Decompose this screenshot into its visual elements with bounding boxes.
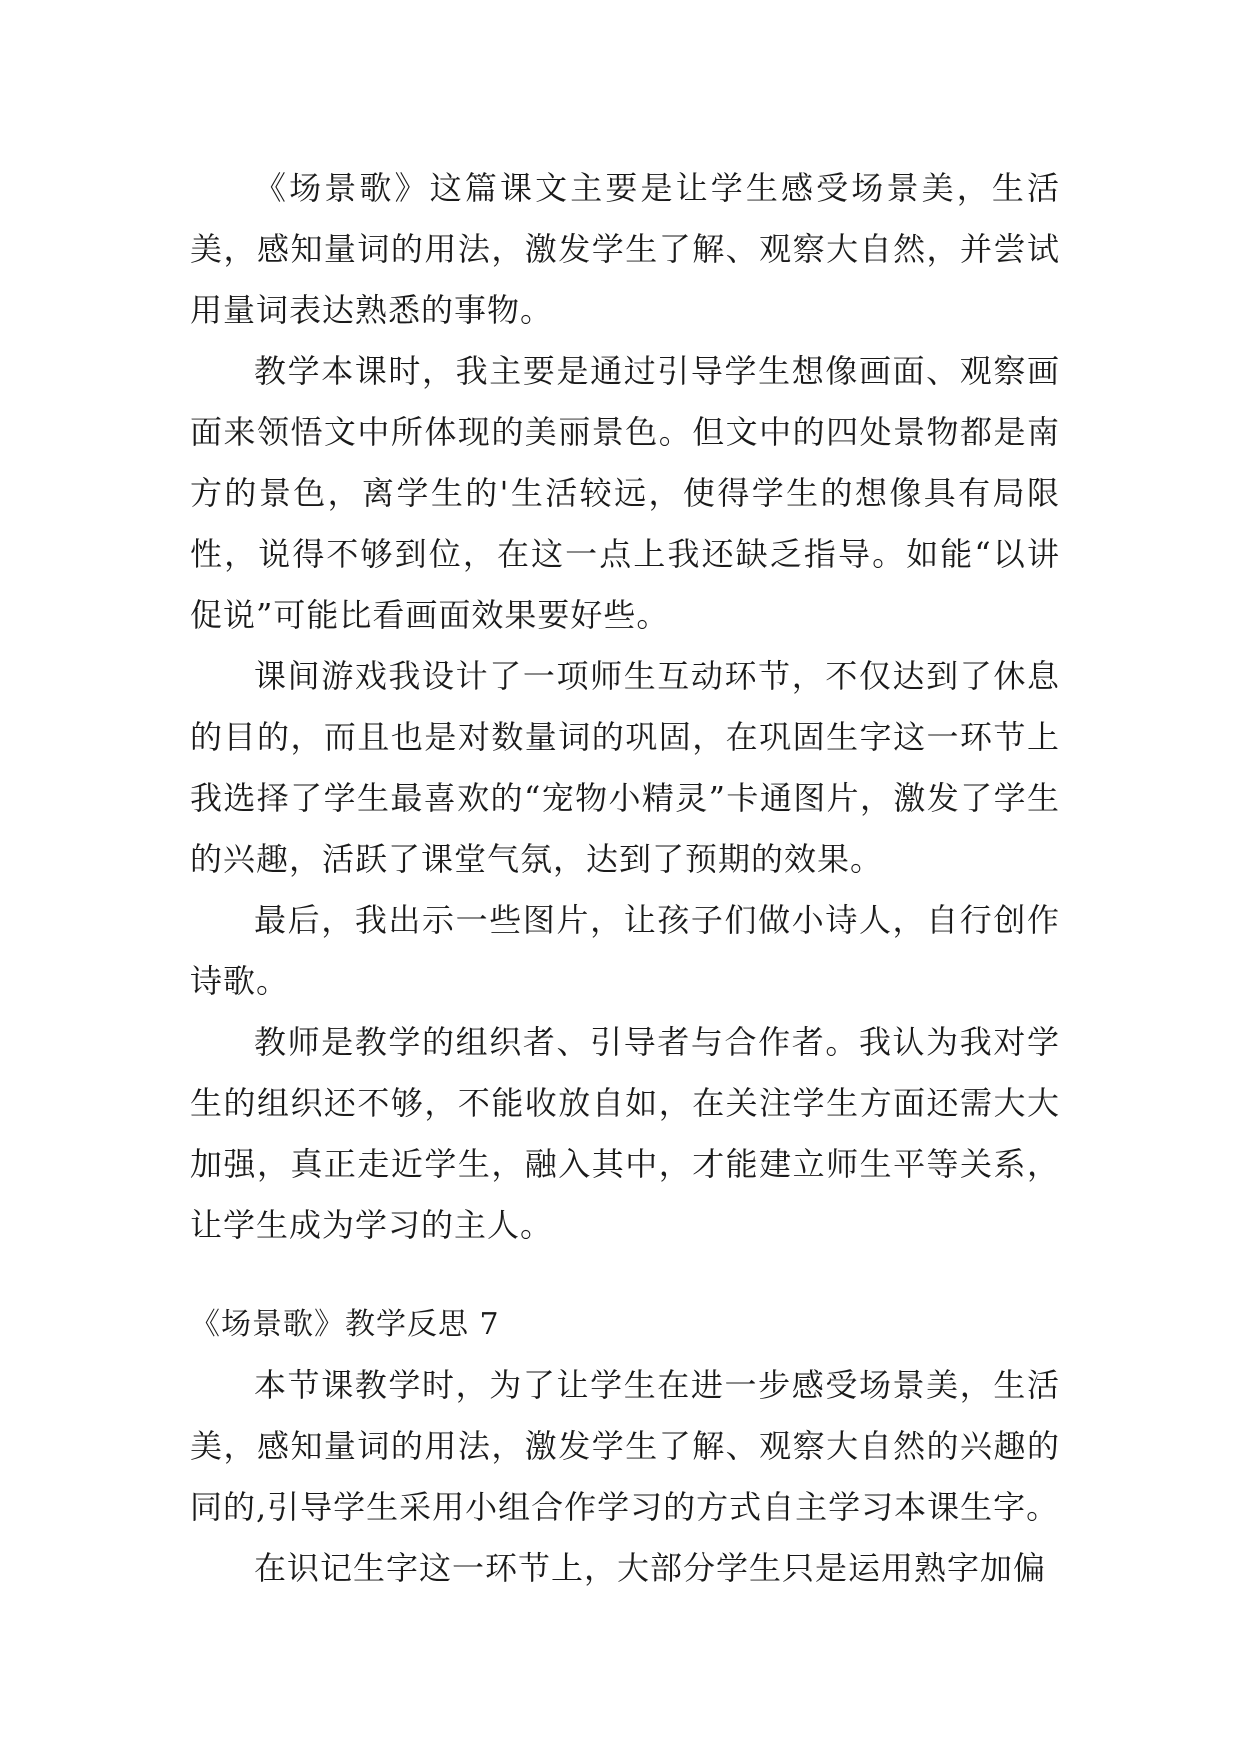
paragraph-7: 在识记生字这一环节上，大部分学生只是运用熟字加偏 [254, 1549, 1047, 1587]
paragraph-4: 最后，我出示一些图片，让孩子们做小诗人，自行创作诗歌。 [190, 901, 1060, 1000]
document-body [190, 158, 1060, 1599]
paragraph-3: 课间游戏我设计了一项师生互动环节，不仅达到了休息的目的，而且也是对数量词的巩固，在巩固生字这一环节上我选择了学生最喜欢的“宠物小精灵”卡通图片，激发了学生的兴趣，活跃了课堂气氛，达到了预期的效果。 [190, 657, 1060, 878]
section-heading: 《场景歌》教学反思 7 [190, 1307, 500, 1342]
paragraph-2: 教学本课时，我主要是通过引导学生想像画面、观察画面来领悟文中所体现的美丽景色。但文中的四处景物都是南方的景色，离学生的'生活较远，使得学生的想像具有局限性，说得不够到位，在这一点上我还缺乏指导。如能“以讲促说”可能比看画面效果要好些。 [190, 352, 1060, 634]
paragraph-6: 本节课教学时，为了让学生在进一步感受场景美，生活美，感知量词的用法，激发学生了解、观察大自然的兴趣的同的,引导学生采用小组合作学习的方式自主学习本课生字。 [190, 1366, 1060, 1526]
paragraph-5: 教师是教学的组织者、引导者与合作者。我认为我对学生的组织还不够，不能收放自如，在关注学生方面还需大大加强，真正走近学生，融入其中，才能建立师生平等关系，让学生成为学习的主人。 [190, 1023, 1060, 1244]
paragraph-1: 《场景歌》这篇课文主要是让学生感受场景美，生活美，感知量词的用法，激发学生了解、观察大自然，并尝试用量词表达熟悉的事物。 [190, 169, 1060, 329]
